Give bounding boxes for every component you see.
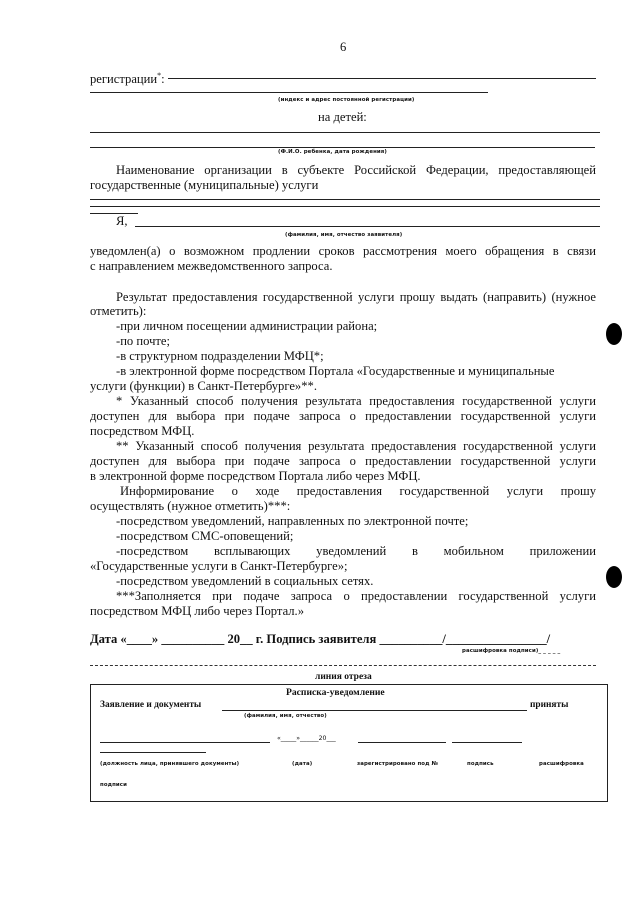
notified-line-2: с направлением межведомственного запроса.: [90, 259, 333, 273]
receipt-fio-line[interactable]: [222, 710, 527, 711]
organization-line-2: государственные (муниципальные) услуги: [90, 178, 319, 192]
receipt-caption-position: (должность лица, принявшего документы): [100, 761, 240, 767]
result-line-1: Результат предоставления государственной услуги прошу выдать (направить) (нужное: [116, 290, 596, 304]
note2-line-1: ** Указанный способ получения результата предоставления государственной услуги: [116, 439, 596, 453]
registration-line-1[interactable]: [168, 78, 596, 79]
receipt-caption-signature: подпись: [467, 761, 494, 767]
result-option-visit: -при личном посещении администрации района;: [116, 319, 378, 333]
binder-hole-icon: [606, 566, 622, 588]
informing-option-email: -посредством уведомлений, направленных по электронной почте;: [116, 514, 469, 528]
informing-option-sms: -посредством СМС-оповещений;: [116, 529, 294, 543]
informing-line-2: осуществлять (нужное отметить)***:: [90, 499, 291, 513]
organization-line-b[interactable]: [90, 206, 600, 207]
signature-row[interactable]: Дата «____» __________ 20__ г. Подпись заявителя __________/________________/: [90, 632, 551, 646]
informing-option-social: -посредством уведомлений в социальных сетях.: [116, 574, 374, 588]
organization-line-1: Наименование организации в субъекте Российской Федерации, предоставляющей: [116, 163, 596, 177]
cut-dashed-line: [90, 665, 596, 666]
note1-line-1: * Указанный способ получения результата предоставления государственной услуги: [116, 394, 596, 408]
applicant-line-pre[interactable]: [90, 213, 138, 214]
registration-caption: (индекс и адрес постоянной регистрации): [278, 97, 415, 103]
note1-line-2: доступен для выбора при подаче запроса о предоставлении государственной услуги: [90, 409, 596, 423]
receipt-position-line[interactable]: [100, 742, 270, 743]
receipt-sign-line[interactable]: [452, 742, 522, 743]
result-line-2: отметить):: [90, 304, 147, 318]
page-number: 6: [340, 40, 347, 54]
children-line-1[interactable]: [90, 132, 600, 133]
receipt-caption-date: (дата): [292, 761, 313, 767]
receipt-title: Расписка-уведомление: [286, 687, 385, 698]
receipt-reg-line[interactable]: [358, 742, 446, 743]
receipt-accepted: приняты: [530, 700, 569, 710]
receipt-caption-reg: зарегистрировано под №: [357, 761, 439, 767]
receipt-docs-label: Заявление и документы: [100, 700, 202, 710]
applicant-label: Я,: [116, 214, 128, 228]
organization-line-a[interactable]: [90, 199, 600, 200]
registration-label: регистрации*:: [90, 71, 165, 87]
receipt-caption-decoding: расшифровка: [539, 761, 584, 767]
children-line-2[interactable]: [90, 147, 595, 148]
informing-line-1: Информирование о ходе предоставления государственной услуги прошу: [120, 484, 596, 498]
note1-line-3: посредством МФЦ.: [90, 424, 195, 438]
applicant-line[interactable]: [135, 226, 600, 227]
note3-line-2: посредством МФЦ либо через Портал.»: [90, 604, 304, 618]
receipt-date-blank[interactable]: «_____»______20___: [277, 735, 336, 742]
result-option-mail: -по почте;: [116, 334, 171, 348]
note2-line-3: в электронной форме посредством Портала либо через МФЦ.: [90, 469, 421, 483]
applicant-caption: (фамилия, имя, отчество заявителя): [285, 232, 403, 238]
receipt-caption-extra: подписи: [100, 782, 127, 788]
binder-hole-icon: [606, 323, 622, 345]
result-option-portal: -в электронной форме посредством Портала «Государственные и муниципальные: [116, 364, 555, 378]
children-label: на детей:: [318, 110, 367, 124]
registration-line-2[interactable]: [90, 92, 488, 93]
receipt-position-line-2[interactable]: [100, 752, 206, 753]
notified-line-1: уведомлен(а) о возможном продлении сроков рассмотрения моего обращения в связи: [90, 244, 596, 258]
signature-caption: расшифровка подписи)_ _ _ _ _: [462, 648, 561, 654]
result-option-portal-cont: услуги (функции) в Санкт-Петербурге»**.: [90, 379, 317, 393]
informing-option-app-cont: «Государственные услуги в Санкт-Петербурге»;: [90, 559, 348, 573]
note2-line-2: доступен для выбора при подаче запроса о предоставлении государственной услуги: [90, 454, 596, 468]
receipt-fio-caption: (фамилия, имя, отчество): [244, 713, 327, 719]
note3-line-1: ***Заполняется при подаче запроса о предоставлении государственной услуги: [116, 589, 596, 603]
result-option-mfc: -в структурном подразделении МФЦ*;: [116, 349, 324, 363]
children-caption: (Ф.И.О. ребенка, дата рождения): [278, 149, 387, 155]
cut-line-label: линия отреза: [315, 672, 372, 682]
informing-option-app: -посредством всплывающих уведомлений в мобильном приложении: [116, 544, 596, 558]
